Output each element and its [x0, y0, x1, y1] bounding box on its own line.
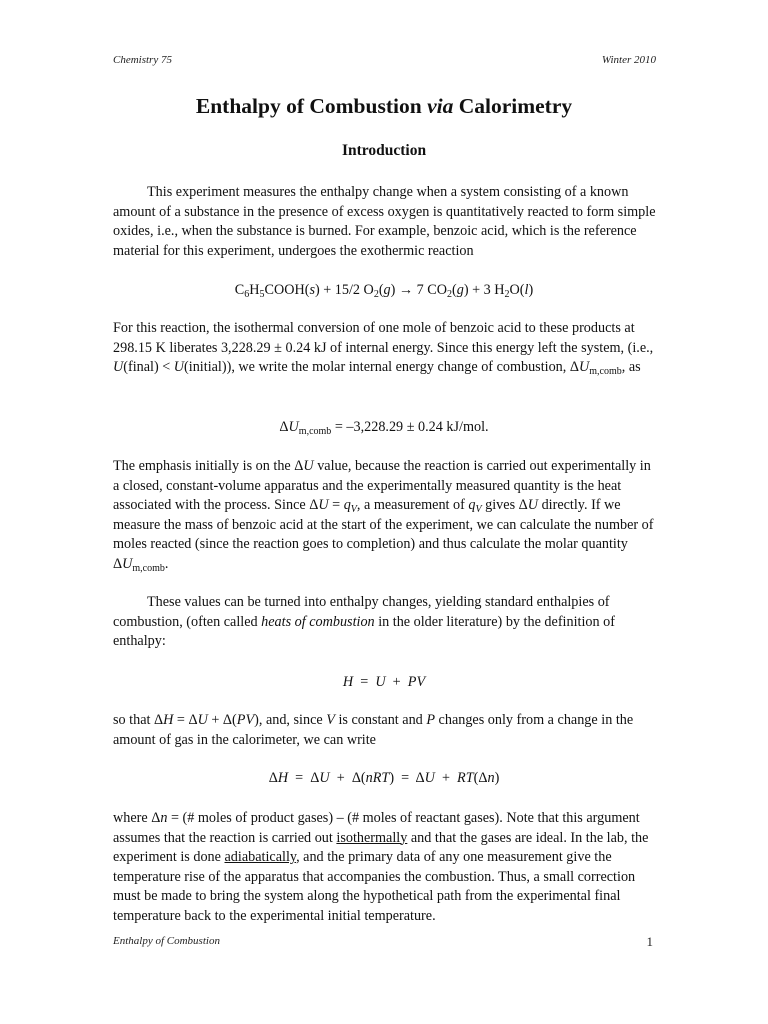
enthalpy-definition-equation: H = U + PV — [342, 674, 426, 690]
paragraph-internal-energy: For this reaction, the isothermal conversion of one mole of benzoic acid to these products at 298.15 K liberates 3,228.29 ± 0.24 kJ of internal energy. Since this energy left the system, (i.e., U(final) < U(initial)), we write the molar internal energy change of combustion, $\Delta U_{m,comb}$, as — [113, 320, 654, 377]
header-term: Winter 2010 — [601, 54, 656, 66]
paragraph-constant-volume: The emphasis initially is on the ΔU value, because the reaction is carried out experimentally in a closed, constant-volume apparatus and the experimentally measured quantity is the heat associated with the process. Since $\Delta U = q_V$, a measurement of $q_V$ gives ΔU directly. If we measure the mass of benzoic acid at the start of the experiment, we can calculate the number of moles reacted (since the reaction goes to completion) and thus calculate the molar quantity $\Delta U_{m,comb}$. — [113, 458, 654, 574]
paragraph-intro: This experiment measures the enthalpy change when a system consisting of a known amount of a substance in the presence of excess oxygen is quantitatively reacted to form simple oxides, i.e., when the substance is burned. For example, benzoic acid, which is the reference material for this experiment, undergoes the exothermic reaction — [113, 184, 656, 259]
delta-h-equation: ΔH = ΔU + Δ(nRT) = ΔU + RT(Δn) — [268, 770, 500, 786]
section-heading: Introduction — [341, 142, 427, 159]
footer-title: Enthalpy of Combustion — [113, 935, 220, 947]
paragraph-adiabatic: where Δn = (# moles of product gases) – (# moles of reactant gases). Note that this argument assumes that the reaction is carried out isothermally and that the gases are ideal. In the lab, the experiment is done adiabatically, and the primary data of any one measurement give the temperature rise of the apparatus that accompanies the combustion. Thus, a small correction must be made to bring the system along the hypothetical path from the experimental final temperature back to the experimental initial temperature. — [113, 810, 649, 924]
document-title: Enthalpy of Combustion via Calorimetry — [195, 94, 573, 118]
page-number: 1 — [646, 934, 653, 949]
energy-equation: $\Delta U_{m,comb} = -3,228.29 \pm 0.24$ kJ/mol. — [279, 419, 489, 437]
paragraph-enthalpy: These values can be turned into enthalpy changes, yielding standard enthalpies of combustion, (often called heats of combustion in the older literature) by the definition of enthalpy: — [113, 594, 615, 649]
reaction-equation: $C_6H_5COOH(s) + 15/2$ $O_2(g) \to 7$ $CO_2(g) + 3$ $H_2O(l)$ — [234, 282, 534, 300]
header-course: Chemistry 75 — [113, 54, 172, 66]
paragraph-delta-h: so that ΔH = ΔU + Δ(PV), and, since V is constant and P changes only from a change in the amount of gas in the calorimeter, we can write — [113, 712, 634, 748]
